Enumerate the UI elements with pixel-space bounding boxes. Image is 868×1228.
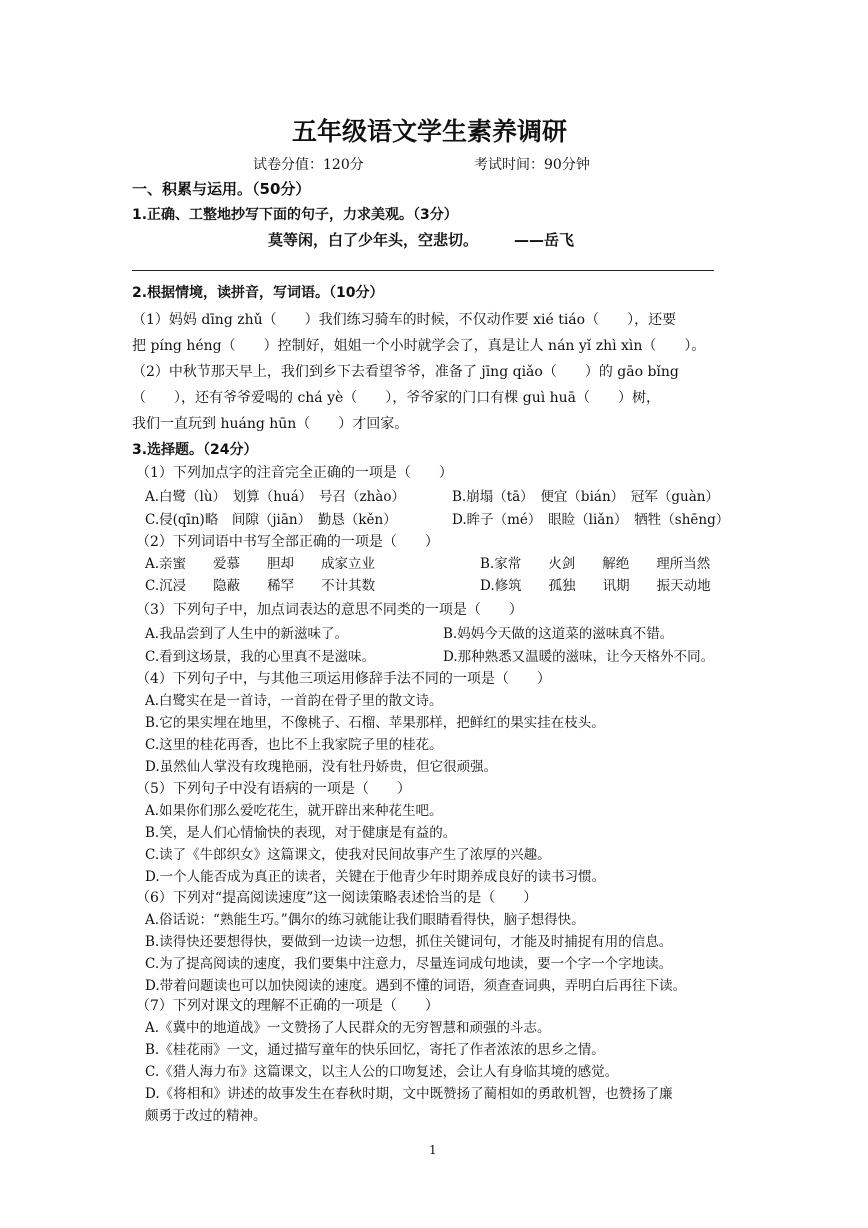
- choice-option: B.读得快还要想得快，要做到一边读一边想，抓住关键词句，才能及时捕捉有用的信息。: [145, 934, 673, 950]
- choice-option: D.带着问题读也可以加快阅读的速度。遇到不懂的词语，须查查词典，弄明白后再往下读。: [145, 978, 687, 994]
- choice-option: B.家常 火剑 解绝 理所当然: [480, 556, 711, 572]
- choice-option: B.笑，是人们心情愉快的表现，对于健康是有益的。: [145, 825, 457, 841]
- copy-line: [132, 270, 714, 271]
- poem-sentence: 莫等闲，白了少年头，空悲切。: [268, 231, 479, 249]
- question-1-title: 1.正确、工整地抄写下面的句子，力求美观。（3分）: [132, 207, 458, 223]
- choice-option: A.亲蜜 爱慕 胆却 成家立业: [145, 556, 376, 572]
- choice-option: A.白鹭实在是一首诗，一首韵在骨子里的散文诗。: [145, 693, 443, 709]
- choice-stem: （4）下列句子中，与其他三项运用修辞手法不同的一项是（ ）: [136, 671, 551, 687]
- choice-option: C.《猎人海力布》这篇课文，以主人公的口吻复述，会让人有身临其境的感觉。: [145, 1064, 619, 1080]
- section-1-title: 一、积累与运用。（50分）: [132, 180, 311, 198]
- choice-option: B.妈妈今天做的这道菜的滋味真不错。: [443, 626, 674, 642]
- choice-option: A.白鹭（lù） 划算（huá） 号召（zhào）: [145, 489, 405, 505]
- pinyin-line: 把 píng héng（ ）控制好，姐姐一个小时就学会了，真是让人 nán yǐ zhì xìn（ ）。: [132, 338, 706, 354]
- choice-option: D.眸子（mé） 眼睑（liǎn） 牺牲（shēng）: [452, 512, 730, 528]
- page-title: 五年级语文学生素养调研: [292, 117, 568, 146]
- choice-option: C.看到这场景，我的心里真不是滋味。: [145, 649, 376, 665]
- choice-option: D.那种熟悉又温暖的滋味，让今天格外不同。: [443, 649, 715, 665]
- choice-stem: （2）下列词语中书写全部正确的一项是（ ）: [136, 534, 439, 550]
- choice-option: C.侵(qīn)略 间隙（jiān） 勤恳（kěn）: [145, 512, 397, 528]
- choice-option: C.沉浸 隐蔽 稀罕 不计其数: [145, 578, 376, 594]
- pinyin-line: （2）中秋节那天早上，我们到乡下去看望爷爷，准备了 jīng qiǎo（ ）的 gāo bǐng: [132, 364, 679, 380]
- page-number: 1: [429, 1143, 437, 1157]
- question-2-title: 2.根据情境，读拼音，写词语。（10分）: [132, 285, 384, 301]
- choice-option: A.俗话说：“熟能生巧。”偶尔的练习就能让我们眼睛看得快，脑子想得快。: [145, 912, 585, 928]
- choice-option: A.我品尝到了人生中的新滋味了。: [145, 626, 349, 642]
- choice-option: C.这里的桂花再香，也比不上我家院子里的桂花。: [145, 737, 443, 753]
- choice-option: C.读了《牛郎织女》这篇课文，使我对民间故事产生了浓厚的兴趣。: [145, 847, 551, 863]
- choice-option: B.它的果实埋在地里，不像桃子、石榴、苹果那样，把鲜红的果实挂在枝头。: [145, 715, 605, 731]
- choice-option: D.一个人能否成为真正的读者，关键在于他青少年时期养成良好的读书习惯。: [145, 869, 606, 885]
- choice-option: B.崩塌（tā） 便宜（bián） 冠军（guàn）: [452, 489, 719, 505]
- choice-stem: （1）下列加点字的注音完全正确的一项是（ ）: [136, 465, 453, 481]
- choice-stem: （5）下列句子中没有语病的一项是（ ）: [136, 781, 411, 797]
- choice-stem: （7）下列对课文的理解不正确的一项是（ ）: [136, 998, 439, 1014]
- choice-option: A.如果你们那么爱吃花生，就开辟出来种花生吧。: [145, 803, 443, 819]
- choice-stem: （6）下列对“提高阅读速度”这一阅读策略表述恰当的是（ ）: [136, 890, 538, 906]
- choice-option: 颇勇于改过的精神。: [145, 1108, 267, 1124]
- choice-option: D.《将相和》讲述的故事发生在春秋时期，文中既赞扬了蔺相如的勇敢机智，也赞扬了廉: [145, 1086, 673, 1102]
- choice-option: B.《桂花雨》一文，通过描写童年的快乐回忆，寄托了作者浓浓的思乡之情。: [145, 1042, 605, 1058]
- choice-option: D.修筑 孤独 讯期 振天动地: [480, 578, 711, 594]
- question-3-title: 3.选择题。（24分）: [132, 442, 258, 458]
- pinyin-line: （ ），还有爷爷爱喝的 chá yè（ ），爷爷家的门口有棵 guì huā（ ）树，: [132, 390, 661, 406]
- choice-option: C.为了提高阅读的速度，我们要集中注意力，尽量连词成句地读，要一个字一个字地读。: [145, 956, 673, 972]
- choice-option: A.《冀中的地道战》一文赞扬了人民群众的无穷智慧和顽强的斗志。: [145, 1020, 551, 1036]
- choice-stem: （3）下列句子中，加点词表达的意思不同类的一项是（ ）: [136, 602, 523, 618]
- poem-author: ——岳飞: [514, 231, 575, 249]
- choice-option: D.虽然仙人掌没有玫瑰艳丽，没有牡丹娇贵，但它很顽强。: [145, 759, 498, 775]
- score-info: 试卷分值：120分: [253, 157, 364, 173]
- time-info: 考试时间：90分钟: [474, 157, 590, 173]
- pinyin-line: （1）妈妈 dīng zhǔ（ ）我们练习骑车的时候，不仅动作要 xié tiáo（ ），还要: [132, 312, 677, 328]
- pinyin-line: 我们一直玩到 huáng hūn（ ）才回家。: [132, 416, 409, 432]
